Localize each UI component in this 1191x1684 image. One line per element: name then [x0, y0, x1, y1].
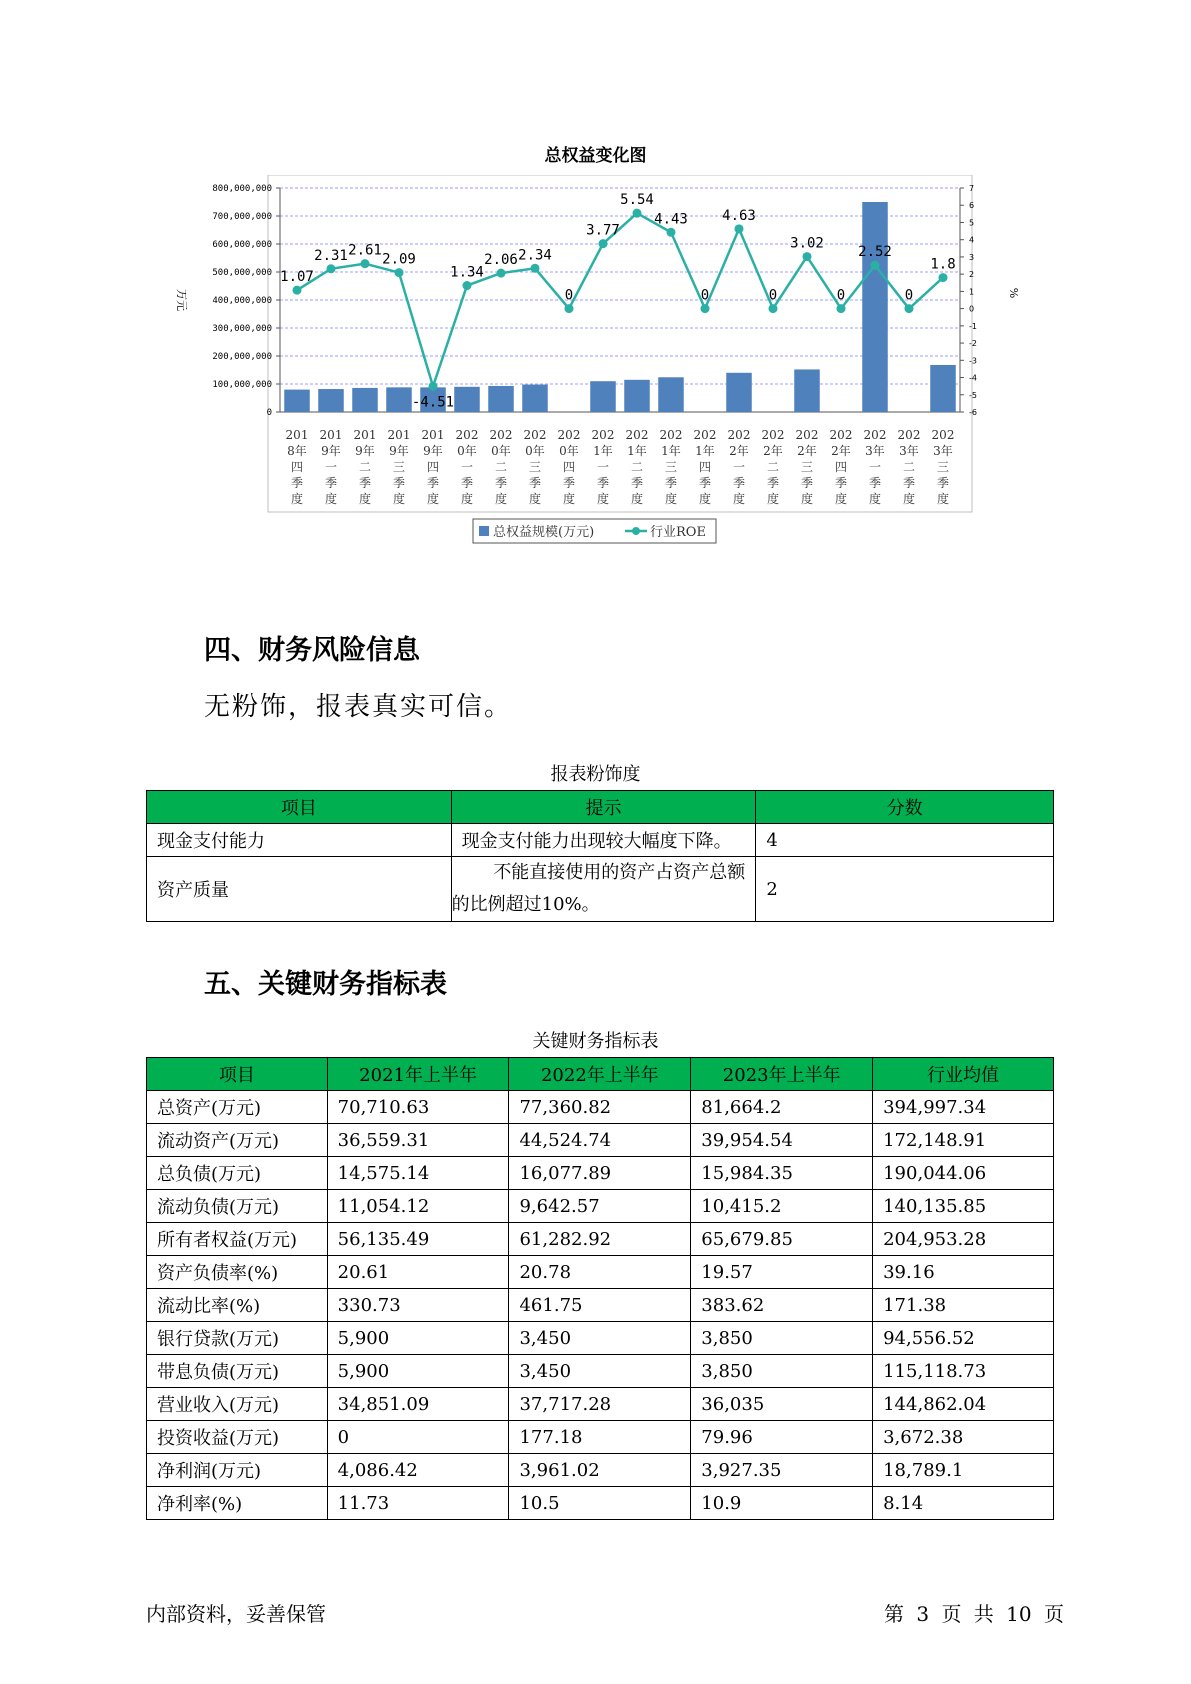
value-cell: 3,927.35	[691, 1454, 873, 1487]
value-cell: 10.9	[691, 1487, 873, 1520]
kpi-table-caption: 关键财务指标表	[532, 1031, 659, 1052]
value-cell: 172,148.91	[873, 1124, 1054, 1157]
x-tick-label: 季	[698, 476, 712, 490]
x-tick-label: 季	[426, 476, 440, 490]
value-cell: 37,717.28	[509, 1388, 691, 1421]
item-cell: 总资产(万元)	[147, 1091, 328, 1124]
equity-bar	[284, 390, 310, 412]
value-cell: 10,415.2	[691, 1190, 873, 1223]
x-tick-label: 度	[732, 492, 746, 506]
item-cell: 流动资产(万元)	[147, 1124, 328, 1157]
item-cell: 流动负债(万元)	[147, 1190, 328, 1223]
x-tick-label: 202	[761, 428, 785, 442]
header-cell: 2023年上半年	[691, 1058, 873, 1091]
x-tick-label: 三	[392, 460, 406, 474]
header-cell: 提示	[451, 791, 756, 824]
x-tick-label: 2年	[797, 444, 817, 458]
roe-data-label: 4.43	[654, 211, 688, 228]
x-tick-label: 季	[562, 476, 576, 490]
roe-point	[599, 239, 608, 248]
x-tick-label: 季	[392, 476, 406, 490]
x-tick-label: 2年	[729, 444, 749, 458]
table-row	[147, 1124, 1054, 1157]
y2-tick-label: 6	[969, 201, 975, 211]
x-tick-label: 9年	[355, 444, 375, 458]
table-row	[147, 1190, 1054, 1223]
x-tick-label: 季	[494, 476, 508, 490]
table-row	[147, 1487, 1054, 1520]
x-tick-label: 四	[562, 460, 576, 474]
x-tick-label: 四	[426, 460, 440, 474]
x-tick-label: 二	[630, 460, 644, 474]
item-cell: 资产负债率(%)	[147, 1256, 328, 1289]
item-cell: 带息负债(万元)	[147, 1355, 328, 1388]
y-axis-title: 万元	[175, 289, 188, 311]
x-tick-label: 201	[421, 428, 445, 442]
roe-data-label: 5.54	[620, 192, 654, 209]
x-tick-label: 三	[936, 460, 950, 474]
x-tick-label: 度	[698, 492, 712, 506]
hint-line: 不能直接使用的资产占资产总额	[493, 862, 746, 883]
x-tick-label: 一	[732, 460, 746, 474]
footer-page-number: 第 3 页 共 10 页	[884, 1602, 1064, 1626]
x-tick-label: 季	[834, 476, 848, 490]
x-tick-label: 一	[324, 460, 338, 474]
x-tick-label: 2年	[831, 444, 851, 458]
x-tick-label: 9年	[321, 444, 341, 458]
roe-point	[837, 304, 846, 313]
x-tick-label: 202	[625, 428, 649, 442]
header-cell: 2021年上半年	[327, 1058, 509, 1091]
roe-data-label: 0	[564, 287, 574, 304]
x-tick-label: 二	[494, 460, 508, 474]
roe-data-label: 2.61	[348, 242, 382, 259]
roe-point	[361, 259, 370, 268]
roe-point	[293, 286, 302, 295]
table-row	[147, 824, 1054, 857]
item-cell: 总负债(万元)	[147, 1157, 328, 1190]
value-cell: 36,559.31	[327, 1124, 509, 1157]
y2-tick-label: -4	[969, 373, 977, 383]
roe-data-label: 2.31	[314, 247, 348, 264]
roe-point	[667, 228, 676, 237]
roe-point	[327, 264, 336, 273]
item-cell: 银行贷款(万元)	[147, 1322, 328, 1355]
x-tick-label: 度	[664, 492, 678, 506]
value-cell: 36,035	[691, 1388, 873, 1421]
value-cell: 34,851.09	[327, 1388, 509, 1421]
table-row	[147, 1256, 1054, 1289]
roe-data-label: 2.34	[518, 247, 552, 264]
x-tick-label: 三	[528, 460, 542, 474]
y2-tick-label: 4	[969, 235, 975, 245]
x-tick-label: 四	[290, 460, 304, 474]
roe-data-label: 1.34	[450, 264, 484, 281]
x-tick-label: 季	[732, 476, 746, 490]
table-row	[147, 1388, 1054, 1421]
hint-line: 的比例超过10%。	[451, 894, 600, 915]
item-cell: 投资收益(万元)	[147, 1421, 328, 1454]
roe-data-label: 0	[904, 287, 914, 304]
x-tick-label: 8年	[287, 444, 307, 458]
value-cell: 39.16	[873, 1256, 1054, 1289]
value-cell: 3,450	[509, 1355, 691, 1388]
x-tick-label: 0年	[457, 444, 477, 458]
x-tick-label: 度	[324, 492, 338, 506]
x-tick-label: 季	[868, 476, 882, 490]
item-cell: 流动比率(%)	[147, 1289, 328, 1322]
value-cell: 44,524.74	[509, 1124, 691, 1157]
value-cell: 56,135.49	[327, 1223, 509, 1256]
x-tick-label: 202	[557, 428, 581, 442]
value-cell: 70,710.63	[327, 1091, 509, 1124]
x-tick-label: 202	[591, 428, 615, 442]
legend-bar-swatch	[479, 526, 489, 536]
roe-point	[939, 273, 948, 282]
value-cell: 79.96	[691, 1421, 873, 1454]
table-row	[147, 1322, 1054, 1355]
equity-bar	[726, 373, 752, 412]
table-row	[147, 1223, 1054, 1256]
x-tick-label: 度	[494, 492, 508, 506]
x-tick-label: 季	[460, 476, 474, 490]
x-tick-label: 202	[863, 428, 887, 442]
value-cell: 94,556.52	[873, 1322, 1054, 1355]
header-cell: 2022年上半年	[509, 1058, 691, 1091]
x-tick-label: 度	[426, 492, 440, 506]
equity-bar	[454, 387, 480, 412]
x-tick-label: 一	[460, 460, 474, 474]
x-tick-label: 202	[455, 428, 479, 442]
value-cell: 3,850	[691, 1355, 873, 1388]
x-tick-label: 度	[800, 492, 814, 506]
y-tick-label: 700,000,000	[212, 212, 272, 222]
roe-point	[769, 304, 778, 313]
y2-tick-label: 5	[969, 218, 975, 228]
value-cell: 140,135.85	[873, 1190, 1054, 1223]
value-cell: 65,679.85	[691, 1223, 873, 1256]
item-cell: 现金支付能力	[147, 824, 452, 857]
x-tick-label: 度	[460, 492, 474, 506]
roe-point	[531, 264, 540, 273]
roe-data-label: 0	[768, 287, 778, 304]
value-cell: 11,054.12	[327, 1190, 509, 1223]
table-row	[147, 1355, 1054, 1388]
x-tick-label: 9年	[389, 444, 409, 458]
value-cell: 204,953.28	[873, 1223, 1054, 1256]
x-tick-label: 度	[528, 492, 542, 506]
value-cell: 20.78	[509, 1256, 691, 1289]
x-tick-label: 季	[936, 476, 950, 490]
y-tick-label: 0	[266, 408, 272, 418]
risk-table	[146, 790, 1054, 922]
item-cell: 净利率(%)	[147, 1487, 328, 1520]
x-tick-label: 二	[902, 460, 916, 474]
equity-bar	[658, 377, 684, 412]
x-tick-label: 三	[800, 460, 814, 474]
x-tick-label: 202	[795, 428, 819, 442]
x-tick-label: 季	[766, 476, 780, 490]
y-tick-label: 100,000,000	[212, 380, 272, 390]
y2-tick-label: -2	[969, 339, 977, 349]
legend-line-label: 行业ROE	[650, 525, 706, 540]
equity-bar	[352, 388, 378, 412]
value-cell: 9,642.57	[509, 1190, 691, 1223]
x-tick-label: 1年	[627, 444, 647, 458]
roe-point	[633, 209, 642, 218]
value-cell: 330.73	[327, 1289, 509, 1322]
x-tick-label: 0年	[525, 444, 545, 458]
x-tick-label: 四	[834, 460, 848, 474]
roe-point	[701, 304, 710, 313]
x-tick-label: 度	[868, 492, 882, 506]
roe-data-label: 2.52	[858, 244, 892, 261]
x-tick-label: 1年	[593, 444, 613, 458]
x-tick-label: 1年	[695, 444, 715, 458]
x-tick-label: 202	[727, 428, 751, 442]
roe-data-label: 1.07	[280, 269, 314, 286]
y2-tick-label: 1	[969, 287, 975, 297]
x-tick-label: 202	[489, 428, 513, 442]
legend-bar-label: 总权益规模(万元)	[493, 525, 595, 540]
item-cell: 营业收入(万元)	[147, 1388, 328, 1421]
equity-bar	[386, 387, 412, 412]
y-tick-label: 200,000,000	[212, 352, 272, 362]
y2-axis-title: %	[1007, 287, 1020, 299]
x-tick-label: 201	[319, 428, 343, 442]
equity-bar	[590, 381, 616, 412]
hint-cell: 现金支付能力出现较大幅度下降。	[451, 824, 756, 857]
x-tick-label: 四	[698, 460, 712, 474]
x-tick-label: 度	[392, 492, 406, 506]
header-cell: 分数	[756, 791, 1054, 824]
item-cell: 所有者权益(万元)	[147, 1223, 328, 1256]
y2-tick-label: -1	[969, 321, 977, 331]
roe-data-label: 4.63	[722, 207, 756, 224]
roe-data-label: 3.02	[790, 235, 824, 252]
x-tick-label: 季	[902, 476, 916, 490]
roe-data-label: -4.51	[411, 394, 455, 411]
header-cell: 项目	[147, 791, 452, 824]
value-cell: 39,954.54	[691, 1124, 873, 1157]
roe-data-label: 3.77	[586, 222, 620, 239]
equity-bar	[488, 386, 514, 412]
table-header-row	[147, 791, 1054, 824]
equity-bar	[794, 369, 820, 412]
value-cell: 3,450	[509, 1322, 691, 1355]
item-cell: 净利润(万元)	[147, 1454, 328, 1487]
x-tick-label: 2年	[763, 444, 783, 458]
x-tick-label: 季	[664, 476, 678, 490]
roe-point	[395, 268, 404, 277]
x-tick-label: 202	[693, 428, 717, 442]
value-cell: 10.5	[509, 1487, 691, 1520]
x-tick-label: 二	[766, 460, 780, 474]
y2-tick-label: -5	[969, 390, 977, 400]
x-tick-label: 3年	[865, 444, 885, 458]
x-tick-label: 二	[358, 460, 372, 474]
value-cell: 177.18	[509, 1421, 691, 1454]
roe-point	[803, 252, 812, 261]
y-tick-label: 300,000,000	[212, 324, 272, 334]
value-cell: 14,575.14	[327, 1157, 509, 1190]
score-cell: 2	[756, 857, 1054, 922]
x-tick-label: 季	[358, 476, 372, 490]
x-tick-label: 一	[868, 460, 882, 474]
roe-point	[463, 281, 472, 290]
roe-data-label: 0	[700, 287, 710, 304]
y-tick-label: 400,000,000	[212, 296, 272, 306]
y2-tick-label: -3	[969, 356, 977, 366]
table-row	[147, 857, 1054, 922]
equity-bar	[624, 380, 650, 412]
x-tick-label: 度	[290, 492, 304, 506]
value-cell: 394,997.34	[873, 1091, 1054, 1124]
y2-tick-label: 7	[969, 184, 975, 193]
section4-heading: 四、财务风险信息	[204, 635, 420, 666]
equity-bar	[318, 389, 344, 412]
x-tick-label: 度	[766, 492, 780, 506]
x-tick-label: 一	[596, 460, 610, 474]
x-tick-label: 0年	[491, 444, 511, 458]
x-tick-label: 202	[931, 428, 955, 442]
chart-title: 总权益变化图	[544, 146, 647, 166]
item-cell: 资产质量	[147, 857, 452, 922]
kpi-table	[146, 1057, 1054, 1520]
x-tick-label: 202	[829, 428, 853, 442]
table-row	[147, 1091, 1054, 1124]
value-cell: 18,789.1	[873, 1454, 1054, 1487]
value-cell: 383.62	[691, 1289, 873, 1322]
footer-confidential: 内部资料，妥善保管	[146, 1602, 326, 1626]
section4-text: 无粉饰，报表真实可信。	[204, 692, 513, 722]
roe-data-label: 2.06	[484, 252, 518, 269]
value-cell: 144,862.04	[873, 1388, 1054, 1421]
equity-bar	[930, 365, 956, 412]
x-tick-label: 3年	[899, 444, 919, 458]
x-tick-label: 201	[285, 428, 309, 442]
value-cell: 81,664.2	[691, 1091, 873, 1124]
x-tick-label: 季	[324, 476, 338, 490]
value-cell: 61,282.92	[509, 1223, 691, 1256]
table-row	[147, 1289, 1054, 1322]
y2-tick-label: -6	[969, 408, 977, 417]
roe-point	[429, 382, 438, 391]
risk-table-caption: 报表粉饰度	[550, 764, 641, 785]
roe-data-label: 1.8	[930, 256, 956, 273]
x-tick-label: 度	[630, 492, 644, 506]
section5-heading: 五、关键财务指标表	[204, 969, 447, 1000]
value-cell: 171.38	[873, 1289, 1054, 1322]
x-tick-label: 0年	[559, 444, 579, 458]
roe-data-label: 2.09	[382, 251, 416, 268]
table-row	[147, 1454, 1054, 1487]
x-tick-label: 季	[290, 476, 304, 490]
roe-point	[905, 304, 914, 313]
y2-tick-label: 0	[969, 304, 975, 314]
hint-cell	[451, 857, 756, 922]
value-cell: 15,984.35	[691, 1157, 873, 1190]
y-tick-label: 800,000,000	[212, 184, 272, 194]
y2-tick-label: 3	[969, 252, 975, 262]
table-header-row	[147, 1058, 1054, 1091]
x-tick-label: 1年	[661, 444, 681, 458]
value-cell: 16,077.89	[509, 1157, 691, 1190]
value-cell: 20.61	[327, 1256, 509, 1289]
x-tick-label: 9年	[423, 444, 443, 458]
x-tick-label: 度	[358, 492, 372, 506]
y-tick-label: 600,000,000	[212, 240, 272, 250]
x-tick-label: 度	[562, 492, 576, 506]
value-cell: 190,044.06	[873, 1157, 1054, 1190]
x-tick-label: 季	[630, 476, 644, 490]
equity-chart	[160, 175, 1040, 585]
score-cell: 4	[756, 824, 1054, 857]
value-cell: 461.75	[509, 1289, 691, 1322]
header-cell: 行业均值	[873, 1058, 1054, 1091]
x-tick-label: 201	[387, 428, 411, 442]
value-cell: 11.73	[327, 1487, 509, 1520]
value-cell: 5,900	[327, 1322, 509, 1355]
value-cell: 3,961.02	[509, 1454, 691, 1487]
roe-point	[565, 304, 574, 313]
value-cell: 4,086.42	[327, 1454, 509, 1487]
table-row	[147, 1421, 1054, 1454]
value-cell: 19.57	[691, 1256, 873, 1289]
x-tick-label: 202	[659, 428, 683, 442]
table-row	[147, 1157, 1054, 1190]
value-cell: 8.14	[873, 1487, 1054, 1520]
x-tick-label: 度	[834, 492, 848, 506]
x-tick-label: 3年	[933, 444, 953, 458]
header-cell: 项目	[147, 1058, 328, 1091]
equity-bar	[522, 385, 548, 412]
x-tick-label: 202	[897, 428, 921, 442]
x-tick-label: 度	[902, 492, 916, 506]
value-cell: 0	[327, 1421, 509, 1454]
y2-tick-label: 2	[969, 270, 975, 280]
x-tick-label: 季	[596, 476, 610, 490]
value-cell: 5,900	[327, 1355, 509, 1388]
x-tick-label: 季	[528, 476, 542, 490]
x-tick-label: 度	[936, 492, 950, 506]
value-cell: 77,360.82	[509, 1091, 691, 1124]
x-tick-label: 202	[523, 428, 547, 442]
x-tick-label: 季	[800, 476, 814, 490]
legend-line-marker	[632, 527, 640, 535]
roe-point	[497, 269, 506, 278]
value-cell: 115,118.73	[873, 1355, 1054, 1388]
roe-data-label: 0	[836, 287, 846, 304]
y-tick-label: 500,000,000	[212, 268, 272, 278]
roe-point	[871, 261, 880, 270]
x-tick-label: 三	[664, 460, 678, 474]
equity-bar	[862, 202, 888, 412]
value-cell: 3,850	[691, 1322, 873, 1355]
x-tick-label: 度	[596, 492, 610, 506]
roe-point	[735, 224, 744, 233]
x-tick-label: 201	[353, 428, 377, 442]
value-cell: 3,672.38	[873, 1421, 1054, 1454]
